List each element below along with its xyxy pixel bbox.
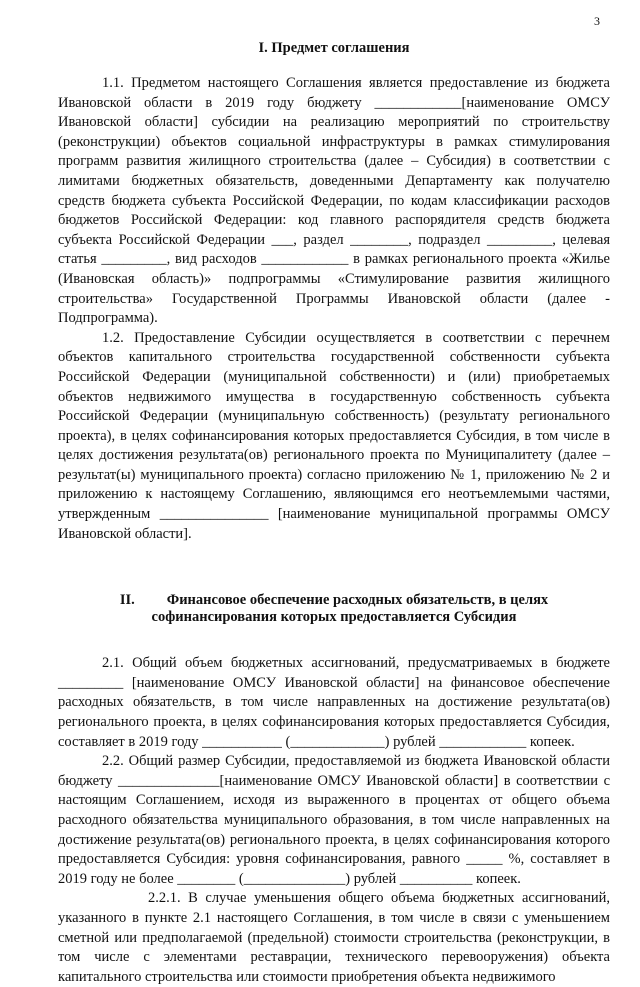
section-2-title-line1: Финансовое обеспечение расходных обязательств, в целях [166, 592, 549, 609]
page-number: 3 [594, 14, 600, 28]
paragraph-1-2: 1.2. Предоставление Субсидии осуществляется в соответствии с перечнем объектов капитального строительства государственной собственности субъекта Российской Федерации (муниципальной собственности) и (или) приобретаемых объектов недвижимого имущества в государственную собственность субъекта Российской Федерации (муниципальную собственность) (результату регионального проекта), в целях софинансирования которых предоставляется Субсидия, в том числе в целях достижения результата(ов) регионального проекта по Муниципалитету (далее – результат(ы) муниципального проекта) согласно приложению № 1, приложению № 2 и приложению к настоящему Соглашению, являющимся его неотъемлемыми частями, утвержденным _______________ [наименование муниципальной программы ОМСУ Ивановской области]. [58, 329, 610, 542]
paragraph-2-2-1: 2.2.1. В случае уменьшения общего объема бюджетных ассигнований, указанного в пункте 2.1 настоящего Соглашения, в том числе в связи с уменьшением сметной или предполагаемой (предельной) стоимости строительства (реконструкции, в том числе с элементами реставрации, технического перевооружения) объекта капитального строительства или стоимости приобретения объекта недвижимого [58, 890, 610, 985]
document-page [58, 0, 610, 985]
section-2-title-line2: софинансирования которых предоставляется Субсидия [151, 609, 517, 626]
paragraph-1-1: 1.1. Предметом настоящего Соглашения является предоставление из бюджета Ивановской области в 2019 году бюджету ____________[наименование ОМСУ Ивановской области] субсидии на реализацию мероприятий по строительству (реконструкции) объектов социальной инфраструктуры в рамках стимулирования программ развития жилищного строительства (далее – Субсидия) в соответствии с лимитами бюджетных обязательств, доведенными Департаменту как получателю средств бюджета субъекта Российской Федерации, по кодам классификации расходов бюджетов Российской Федерации: код главного распорядителя средств бюджета субъекта Российской Федерации ___, раздел ________, подраздел _________, целевая статья _________, вид расходов ____________ в рамках регионального проекта «Жилье (Ивановская область)» подпрограммы «Стимулирование развития жилищного строительства» Государственной Программы Ивановской области (далее - Подпрограмма). [58, 75, 610, 327]
paragraph-2-1: 2.1. Общий объем бюджетных ассигнований, предусматриваемых в бюджете _________ [наименование ОМСУ Ивановской области] на финансовое обеспечение расходных обязательств, в том числе направленных на достижение результата(ов) регионального проекта, в целях софинансирования которых предоставляется Субсидия, составляет в 2019 году ___________ (_____________) рублей ____________ копеек. [58, 655, 610, 750]
section-2-number: II. [119, 592, 135, 609]
section-2-heading-line1 [58, 592, 610, 609]
section-2-heading [58, 592, 610, 626]
section-1-heading: I. Предмет соглашения [258, 40, 410, 56]
paragraph-2-2: 2.2. Общий размер Субсидии, предоставляемой из бюджета Ивановской области бюджету ______________[наименование ОМСУ Ивановской области] в соответствии с настоящим Соглашением, исходя из выраженного в процентах от общего объема расходного обязательства муниципального образования, в том числе направленных на достижение результата(ов) регионального проекта, в целях софинансирования которого предоставляется Субсидия: уровня софинансирования, равного _____ %, составляет в 2019 году не более ________ (______________) рублей __________ копеек. [58, 753, 610, 887]
